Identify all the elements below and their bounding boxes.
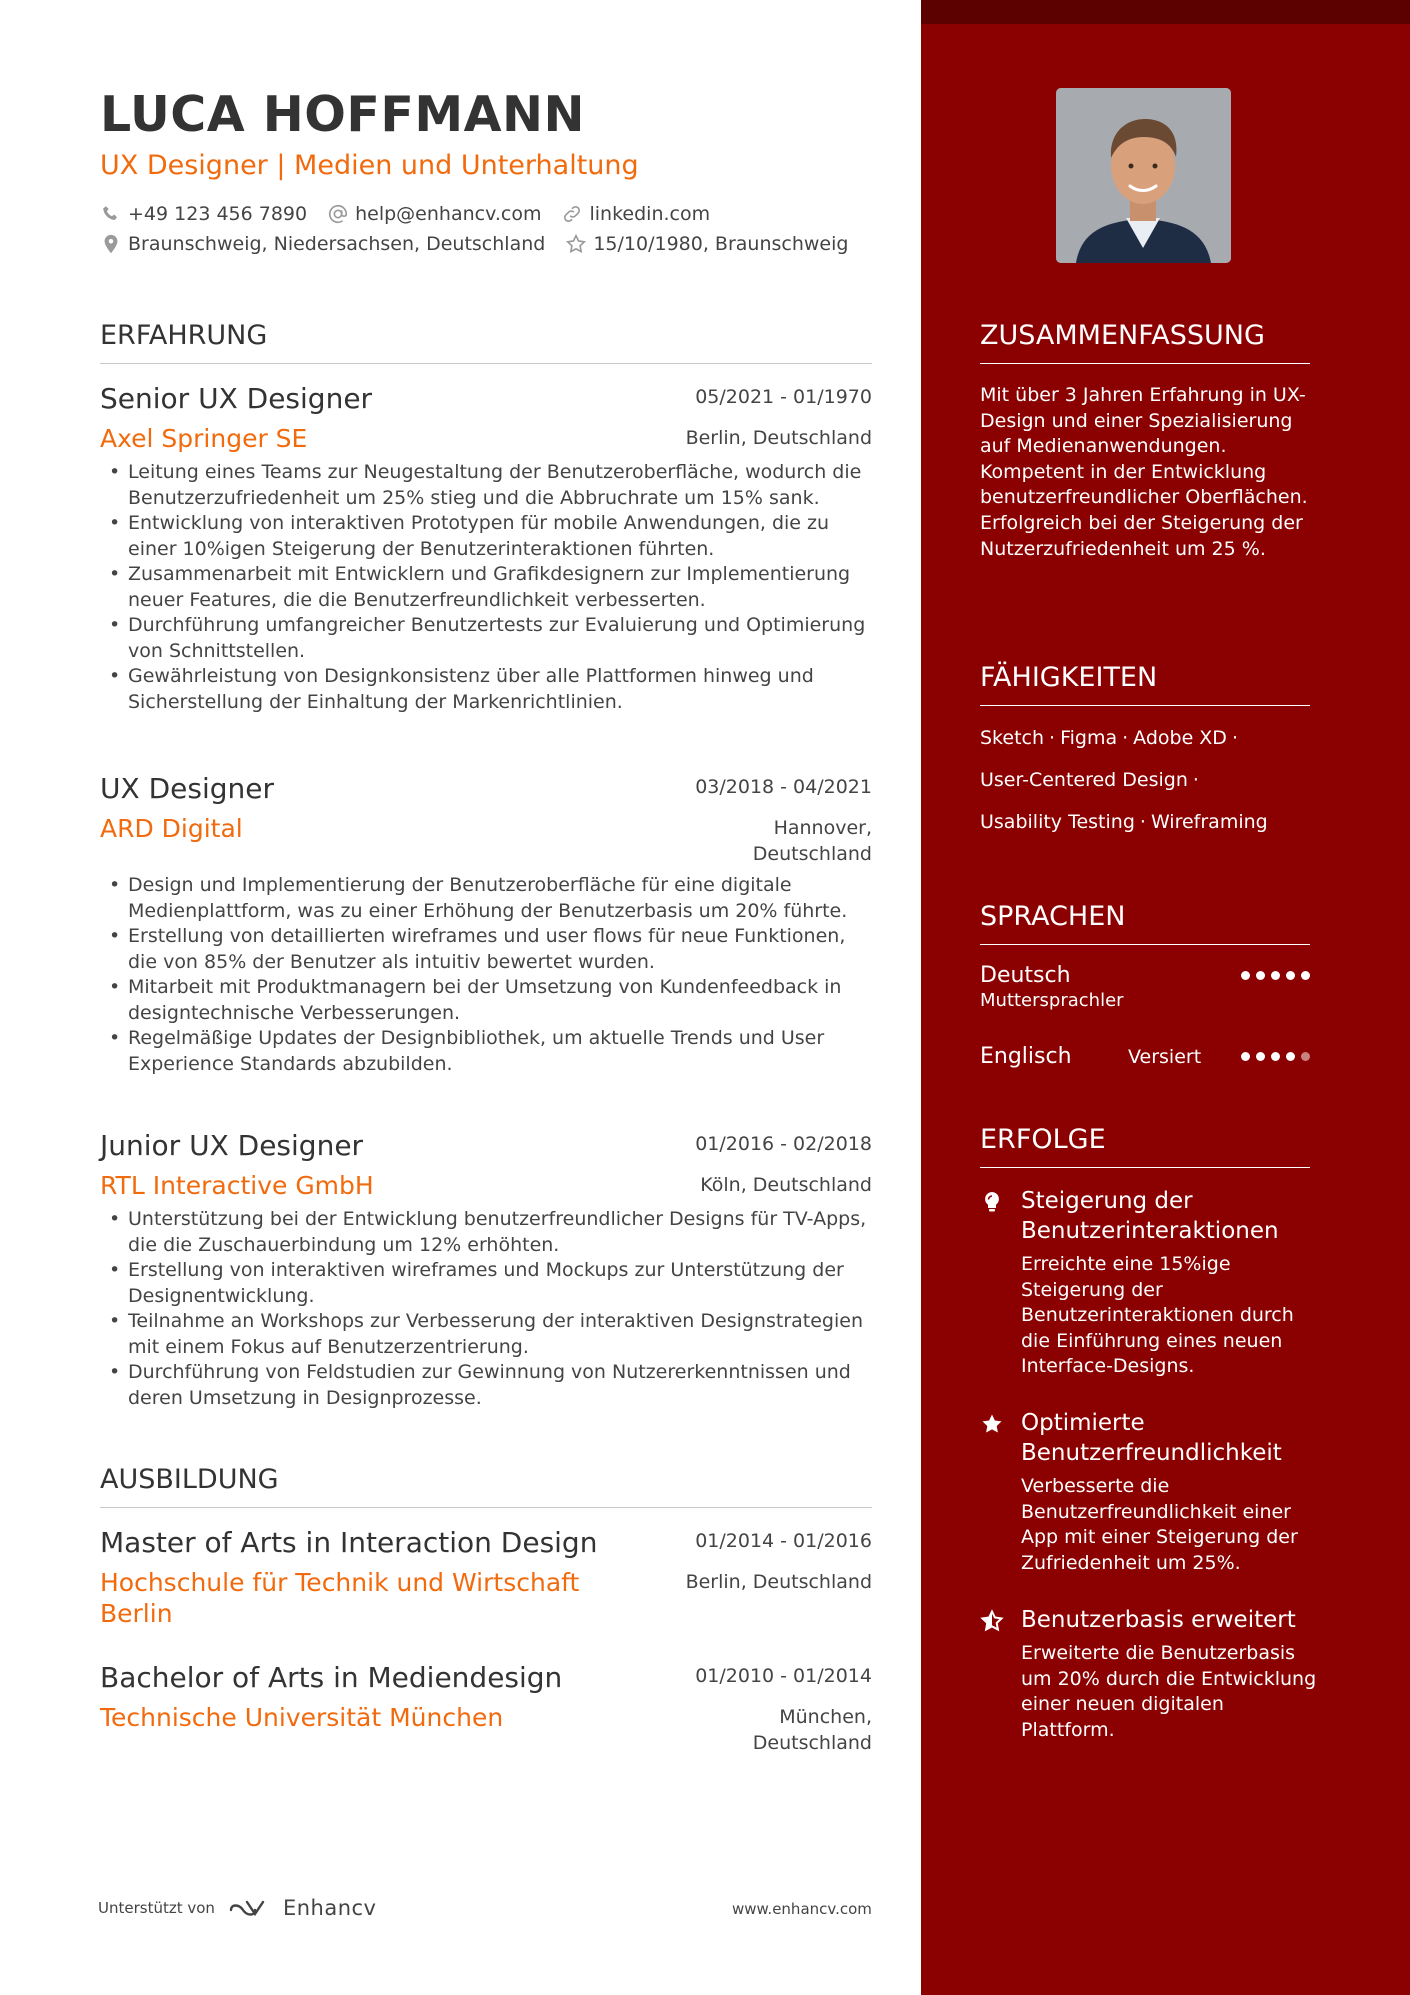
- bullet-item: • Durchführung von Feldstudien zur Gewinnung von Nutzererkenntnissen und deren Umsetzung in Designprozesse.: [100, 1360, 872, 1411]
- bullet-item: • Unterstützung bei der Entwicklung benutzerfreundlicher Designs für TV-Apps, die die Zuschauerbindung um 12% erhöhten.: [100, 1207, 872, 1258]
- education-entry: [100, 1661, 872, 1756]
- contact-email[interactable]: [327, 203, 541, 225]
- achievement-item: [980, 1605, 1320, 1743]
- achievement-title: Benutzerbasis erweitert: [1021, 1607, 1296, 1633]
- location-pin-icon: [100, 233, 122, 255]
- education-location-line: Deutschland: [752, 1732, 872, 1754]
- job-location: [753, 815, 872, 867]
- education-location-line: München,: [779, 1706, 872, 1728]
- phone-text: +49 123 456 7890: [128, 203, 308, 225]
- job-location: Berlin, Deutschland: [685, 427, 872, 449]
- language-item: [980, 1044, 1310, 1076]
- experience-entry: [100, 1129, 872, 1411]
- rating-dot: [1241, 971, 1250, 980]
- bullet-item: • Mitarbeit mit Produktmanagern bei der Umsetzung von Kundenfeedback in designtechnische Verbesserungen.: [100, 975, 872, 1026]
- education-entry: [100, 1526, 872, 1629]
- location-text: Braunschweig, Niedersachsen, Deutschland: [128, 233, 546, 255]
- linkedin-text: linkedin.com: [589, 203, 711, 225]
- achievement-title: Steigerung der Benutzerinteraktionen: [1021, 1188, 1279, 1244]
- footer-url[interactable]: www.enhancv.com: [732, 1900, 872, 1918]
- rating-dot: [1256, 971, 1265, 980]
- achievement-item: [980, 1408, 1320, 1576]
- bullet-item: • Zusammenarbeit mit Entwicklern und Grafikdesignern zur Implementierung neuer Features, die die Benutzerfreundlichkeit verbesserten.: [100, 562, 872, 613]
- footer-powered-by: [98, 1896, 376, 1920]
- school-name-line: Hochschule für Technik und Wirtschaft: [100, 1568, 580, 1597]
- school-name: Technische Universität München: [100, 1703, 504, 1732]
- job-dates: 01/2016 - 02/2018: [695, 1133, 872, 1155]
- language-name: Englisch: [980, 1044, 1072, 1069]
- skill-item: User-Centered Design: [980, 769, 1188, 791]
- rating-dot: [1256, 1052, 1265, 1061]
- experience-entry: [100, 382, 872, 715]
- skill-separator: ·: [1192, 769, 1199, 791]
- brand-name: Enhancv: [282, 1896, 377, 1920]
- skill-item: Adobe XD: [1133, 727, 1227, 749]
- bullet-item: • Gewährleistung von Designkonsistenz über alle Plattformen hinweg und Sicherstellung der Einhaltung der Markenrichtlinien.: [100, 664, 872, 715]
- job-bullets: [100, 873, 872, 1077]
- education-location: [753, 1704, 872, 1756]
- job-location-line: Hannover,: [773, 817, 872, 839]
- job-bullets: [100, 460, 872, 715]
- star-outline-icon: [565, 233, 587, 255]
- language-name: Deutsch: [980, 963, 1071, 988]
- job-location: Köln, Deutschland: [700, 1174, 872, 1196]
- rating-dot: [1286, 1052, 1295, 1061]
- job-role: Senior UX Designer: [100, 382, 373, 415]
- skills-list: [980, 725, 1320, 851]
- language-rating: [1235, 971, 1310, 980]
- language-level: Versiert: [1128, 1046, 1202, 1068]
- bullet-item: • Erstellung von interaktiven wireframes und Mockups zur Unterstützung der Designentwicklung.: [100, 1258, 872, 1309]
- contact-location: [100, 233, 545, 255]
- phone-icon: [100, 203, 122, 225]
- skill-separator: ·: [1122, 727, 1129, 749]
- skill-item: Figma: [1060, 727, 1118, 749]
- language-level: Muttersprachler: [980, 990, 1124, 1011]
- bullet-item: • Design und Implementierung der Benutzeroberfläche für eine digitale Medienplattform, was zu einer Erhöhung der Benutzerbasis um 20% führte.: [100, 873, 872, 924]
- job-role: Junior UX Designer: [100, 1129, 364, 1162]
- languages-heading: SPRACHEN: [980, 901, 1310, 945]
- bullet-item: • Leitung eines Teams zur Neugestaltung der Benutzeroberfläche, wodurch die Benutzerzufriedenheit um 25% stieg und die Abbruchrate um 15% sank.: [100, 460, 872, 511]
- bullet-item: • Teilnahme an Workshops zur Verbesserung der interaktiven Designstrategien mit einem Fokus auf Benutzerzentrierung.: [100, 1309, 872, 1360]
- company-name: ARD Digital: [100, 814, 243, 843]
- link-icon: [561, 203, 583, 225]
- rating-dot: [1271, 1052, 1280, 1061]
- rating-dot: [1286, 971, 1295, 980]
- summary-text: Mit über 3 Jahren Erfahrung in UX-Design und einer Spezialisierung auf Medienanwendungen. Kompetent in der Entwicklung benutzerfreundlicher Oberflächen. Erfolgreich bei der Steigerung der Nutzerzufriedenheit um 25 %.: [980, 384, 1308, 560]
- skill-separator: ·: [1139, 811, 1146, 833]
- contact-linkedin[interactable]: [561, 203, 710, 225]
- enhancv-logo-icon: [227, 1896, 275, 1920]
- contact-phone[interactable]: [100, 203, 307, 225]
- education-location: Berlin, Deutschland: [685, 1571, 872, 1593]
- skill-item: Sketch: [980, 727, 1045, 749]
- contact-row-2: [100, 233, 868, 255]
- skills-heading: FÄHIGKEITEN: [980, 662, 1310, 706]
- profile-photo: [1056, 88, 1231, 263]
- school-name-line: Berlin: [100, 1599, 173, 1628]
- sidebar-top-bar: [921, 0, 1410, 24]
- lightbulb-icon: [980, 1190, 1004, 1214]
- achievement-desc: Verbesserte die Benutzerfreundlichkeit einer App mit einer Steigerung der Zufriedenheit um 25%.: [1021, 1475, 1298, 1574]
- bullet-item: • Entwicklung von interaktiven Prototypen für mobile Anwendungen, die zu einer 10%igen Steigerung der Benutzerinteraktionen führten.: [100, 511, 872, 562]
- job-location-line: Deutschland: [752, 843, 872, 865]
- birth-text: 15/10/1980, Braunschweig: [593, 233, 849, 255]
- bullet-item: • Erstellung von detaillierten wireframes und user flows für neue Funktionen, die von 85% der Benutzer als intuitiv bewertet wurden.: [100, 924, 872, 975]
- skill-item: Usability Testing: [980, 811, 1135, 833]
- at-icon: [327, 203, 349, 225]
- degree-title: Master of Arts in Interaction Design: [100, 1526, 598, 1559]
- achievement-desc: Erweiterte die Benutzerbasis um 20% durch die Entwicklung einer neuen digitalen Plattform.: [1021, 1642, 1317, 1741]
- experience-entry: [100, 772, 872, 1077]
- email-text: help@enhancv.com: [355, 203, 542, 225]
- experience-heading: ERFAHRUNG: [100, 320, 872, 364]
- star-half-icon: [980, 1609, 1004, 1633]
- job-bullets: [100, 1207, 872, 1411]
- achievements-heading: ERFOLGE: [980, 1124, 1310, 1168]
- skill-separator: ·: [1049, 727, 1056, 749]
- achievement-item: [980, 1186, 1320, 1380]
- summary-heading: ZUSAMMENFASSUNG: [980, 320, 1310, 364]
- contact-birth: [565, 233, 848, 255]
- education-dates: 01/2014 - 01/2016: [695, 1530, 872, 1552]
- bullet-item: • Durchführung umfangreicher Benutzertests zur Evaluierung und Optimierung von Schnittstellen.: [100, 613, 872, 664]
- candidate-title: UX Designer | Medien und Unterhaltung: [100, 150, 639, 181]
- star-icon: [980, 1412, 1004, 1436]
- achievement-desc: Erreichte eine 15%ige Steigerung der Benutzerinteraktionen durch die Einführung eines neuen Interface-Designs.: [1021, 1253, 1294, 1378]
- rating-dot: [1301, 1052, 1310, 1061]
- contact-row-1: [100, 203, 730, 225]
- job-dates: 03/2018 - 04/2021: [695, 776, 872, 798]
- candidate-name: LUCA HOFFMANN: [100, 86, 586, 143]
- job-role: UX Designer: [100, 772, 274, 805]
- school-name: [100, 1567, 579, 1629]
- language-rating: [1235, 1052, 1310, 1061]
- sidebar: [921, 0, 1410, 1995]
- bullet-item: • Regelmäßige Updates der Designbibliothek, um aktuelle Trends und User Experience Standards abzubilden.: [100, 1026, 872, 1077]
- rating-dot: [1301, 971, 1310, 980]
- powered-by-text: Unterstützt von: [98, 1899, 215, 1917]
- language-item: [980, 963, 1310, 1019]
- achievement-title: Optimierte Benutzerfreundlichkeit: [1021, 1410, 1282, 1466]
- job-dates: 05/2021 - 01/1970: [695, 386, 872, 408]
- profile-photo-image: [1056, 88, 1231, 263]
- company-name: Axel Springer SE: [100, 424, 308, 453]
- skill-separator: ·: [1231, 727, 1238, 749]
- education-dates: 01/2010 - 01/2014: [695, 1665, 872, 1687]
- company-name: RTL Interactive GmbH: [100, 1171, 374, 1200]
- degree-title: Bachelor of Arts in Mediendesign: [100, 1661, 563, 1694]
- rating-dot: [1271, 971, 1280, 980]
- education-heading: AUSBILDUNG: [100, 1464, 872, 1508]
- rating-dot: [1241, 1052, 1250, 1061]
- skill-item: Wireframing: [1150, 811, 1268, 833]
